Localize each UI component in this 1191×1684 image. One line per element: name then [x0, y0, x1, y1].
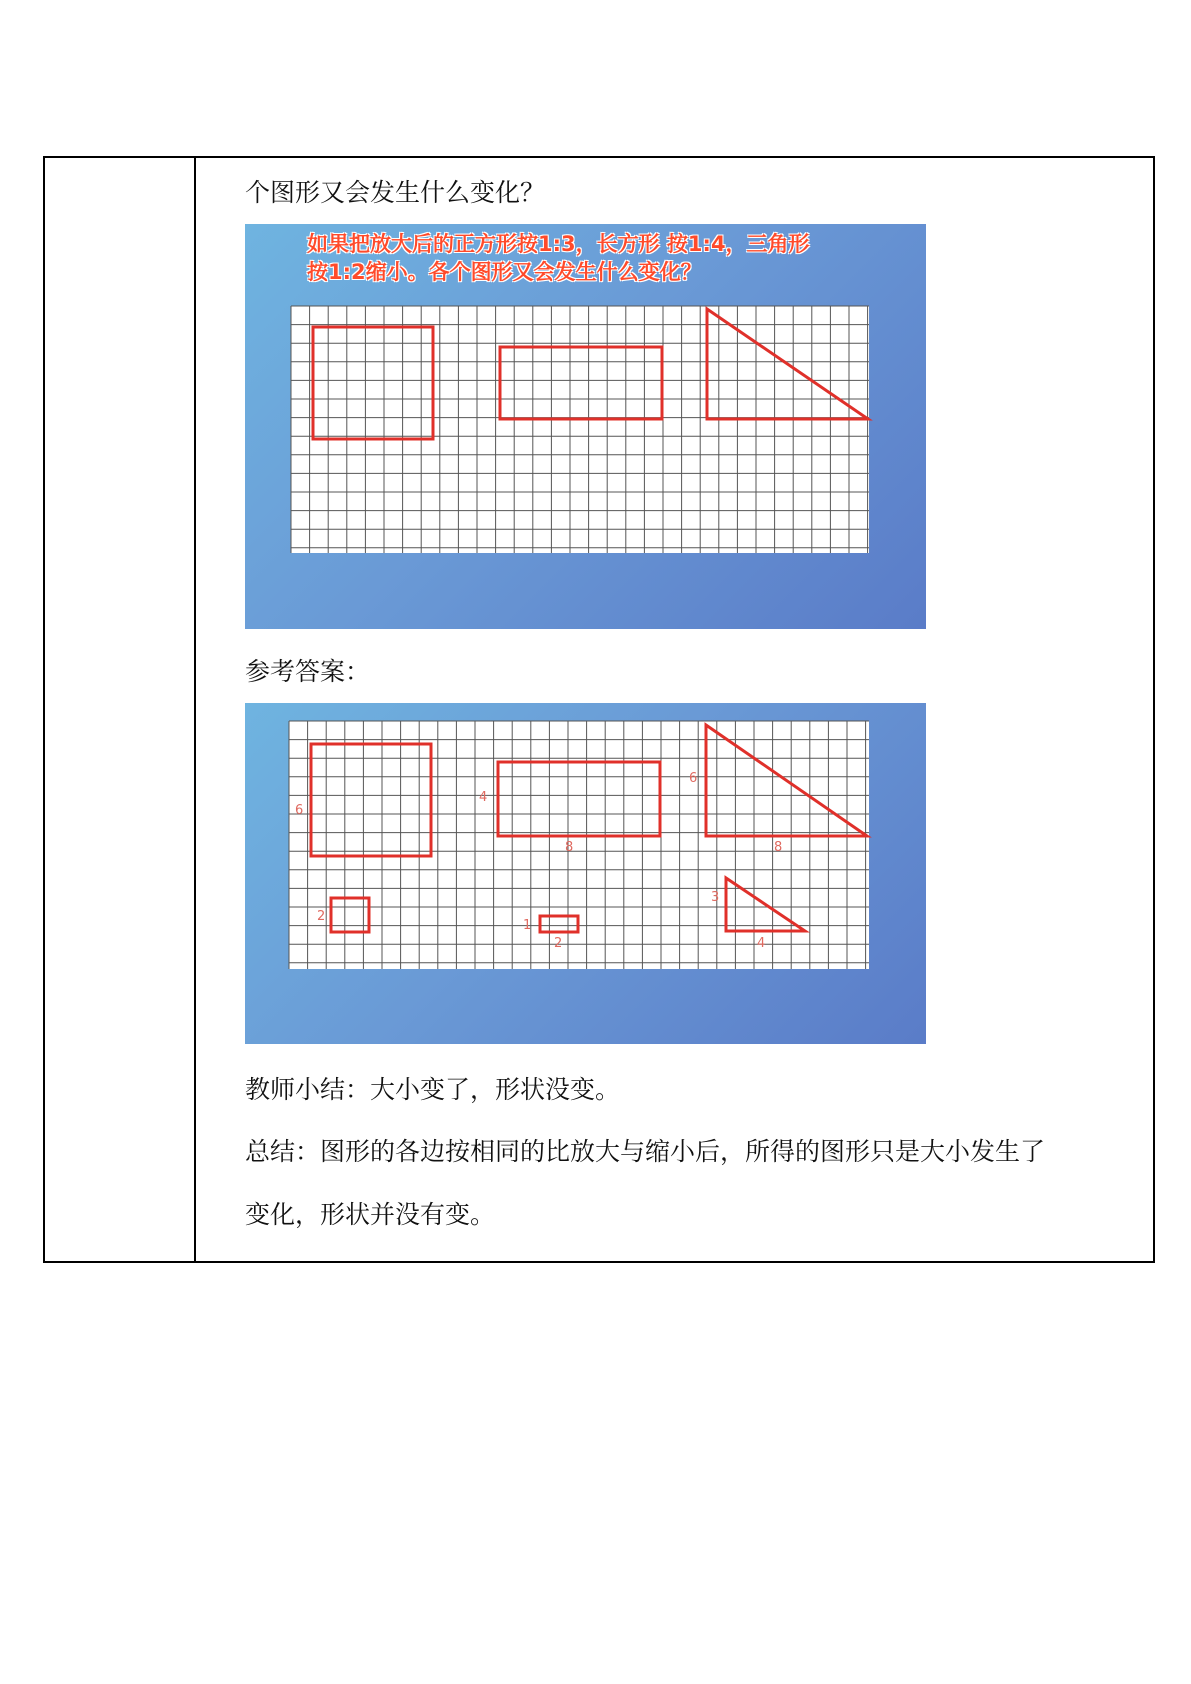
grid-paper — [291, 306, 869, 553]
column-divider — [194, 158, 196, 1261]
label-small-tri-height: 3 — [711, 890, 720, 905]
slide-title-line1: 如果把放大后的正方形按1:3，长方形 按1:4，三角形 — [307, 232, 810, 256]
label-small-square-side: 2 — [317, 909, 326, 924]
label-small-rect-width: 2 — [554, 936, 563, 951]
label-tri-height: 6 — [689, 771, 698, 786]
answer-heading: 参考答案： — [245, 657, 371, 686]
summary-line-2: 变化，形状并没有变。 — [245, 1200, 496, 1229]
slide-title-line2: 按1:2缩小。各个图形又会发生什么变化？ — [307, 260, 702, 284]
answer-slide — [245, 703, 926, 1044]
label-small-tri-base: 4 — [757, 936, 766, 951]
summary-line-1: 总结：图形的各边按相同的比放大与缩小后，所得的图形只是大小发生了 — [245, 1137, 1046, 1166]
teacher-summary: 教师小结：大小变了，形状没变。 — [245, 1075, 621, 1104]
label-tri-base: 8 — [774, 840, 783, 855]
label-rect-height: 4 — [479, 790, 488, 805]
question-slide — [245, 224, 926, 629]
question-figure — [245, 224, 926, 629]
answer-figure — [245, 703, 926, 1044]
continuation-line: 个图形又会发生什么变化？ — [245, 178, 546, 207]
label-square-side: 6 — [295, 803, 304, 818]
label-rect-width: 8 — [565, 840, 574, 855]
label-small-rect-height: 1 — [523, 918, 532, 933]
